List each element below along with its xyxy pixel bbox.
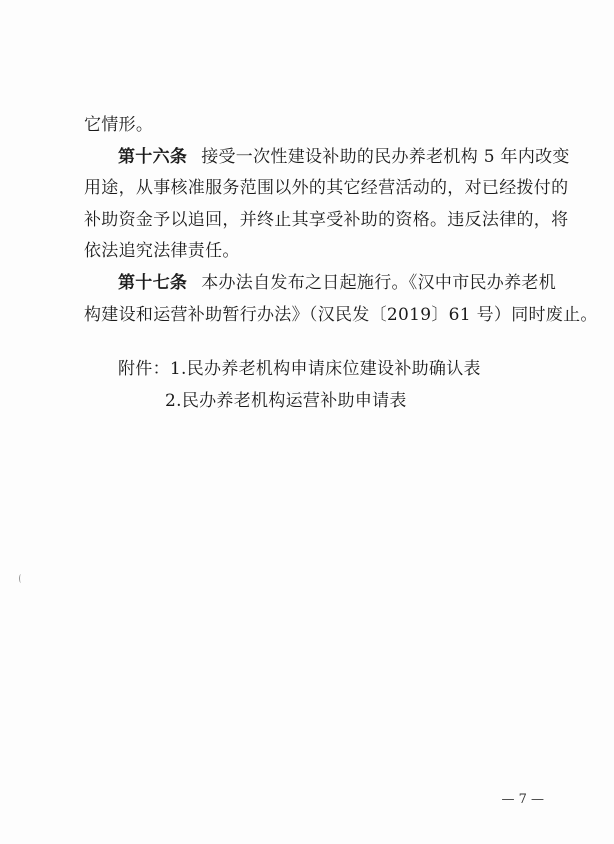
article15-tail: 它情形。 bbox=[84, 115, 154, 135]
attachment-item-1: 1.民办养老机构申请床位建设补助确认表 bbox=[169, 359, 481, 379]
document-body bbox=[84, 110, 598, 331]
article16-line-4: 依法追究法律责任。 bbox=[84, 241, 240, 262]
article16-line-3: 补助资金予以追回，并终止其享受补助的资格。违反法律的，将 bbox=[84, 209, 569, 230]
article16-text-1: 接受一次性建设补助的民办养老机构 5 年内改变 bbox=[201, 146, 570, 167]
article16-line-2: 用途，从事核准服务范围以外的其它经营活动的，对已经拨付的 bbox=[84, 178, 569, 199]
scan-speck bbox=[19, 574, 23, 583]
article17-text-1: 本办法自发布之日起施行。《汉中市民办养老机 bbox=[201, 272, 557, 293]
page-number: — 7 — bbox=[501, 792, 544, 807]
article16-number: 第十六条 bbox=[118, 146, 188, 167]
article17-number: 第十七条 bbox=[118, 272, 188, 293]
article17-line-1 bbox=[84, 268, 557, 300]
article17-line-2: 构建设和运营补助暂行办法》（汉民发〔2019〕61 号）同时废止。 bbox=[84, 304, 598, 325]
attachment-row-1 bbox=[118, 354, 481, 386]
attachments-label: 附件： bbox=[118, 359, 170, 379]
attachments-section bbox=[118, 354, 481, 417]
attachment-item-2: 2.民办养老机构运营补助申请表 bbox=[165, 390, 407, 411]
article16-line-1 bbox=[84, 142, 570, 174]
